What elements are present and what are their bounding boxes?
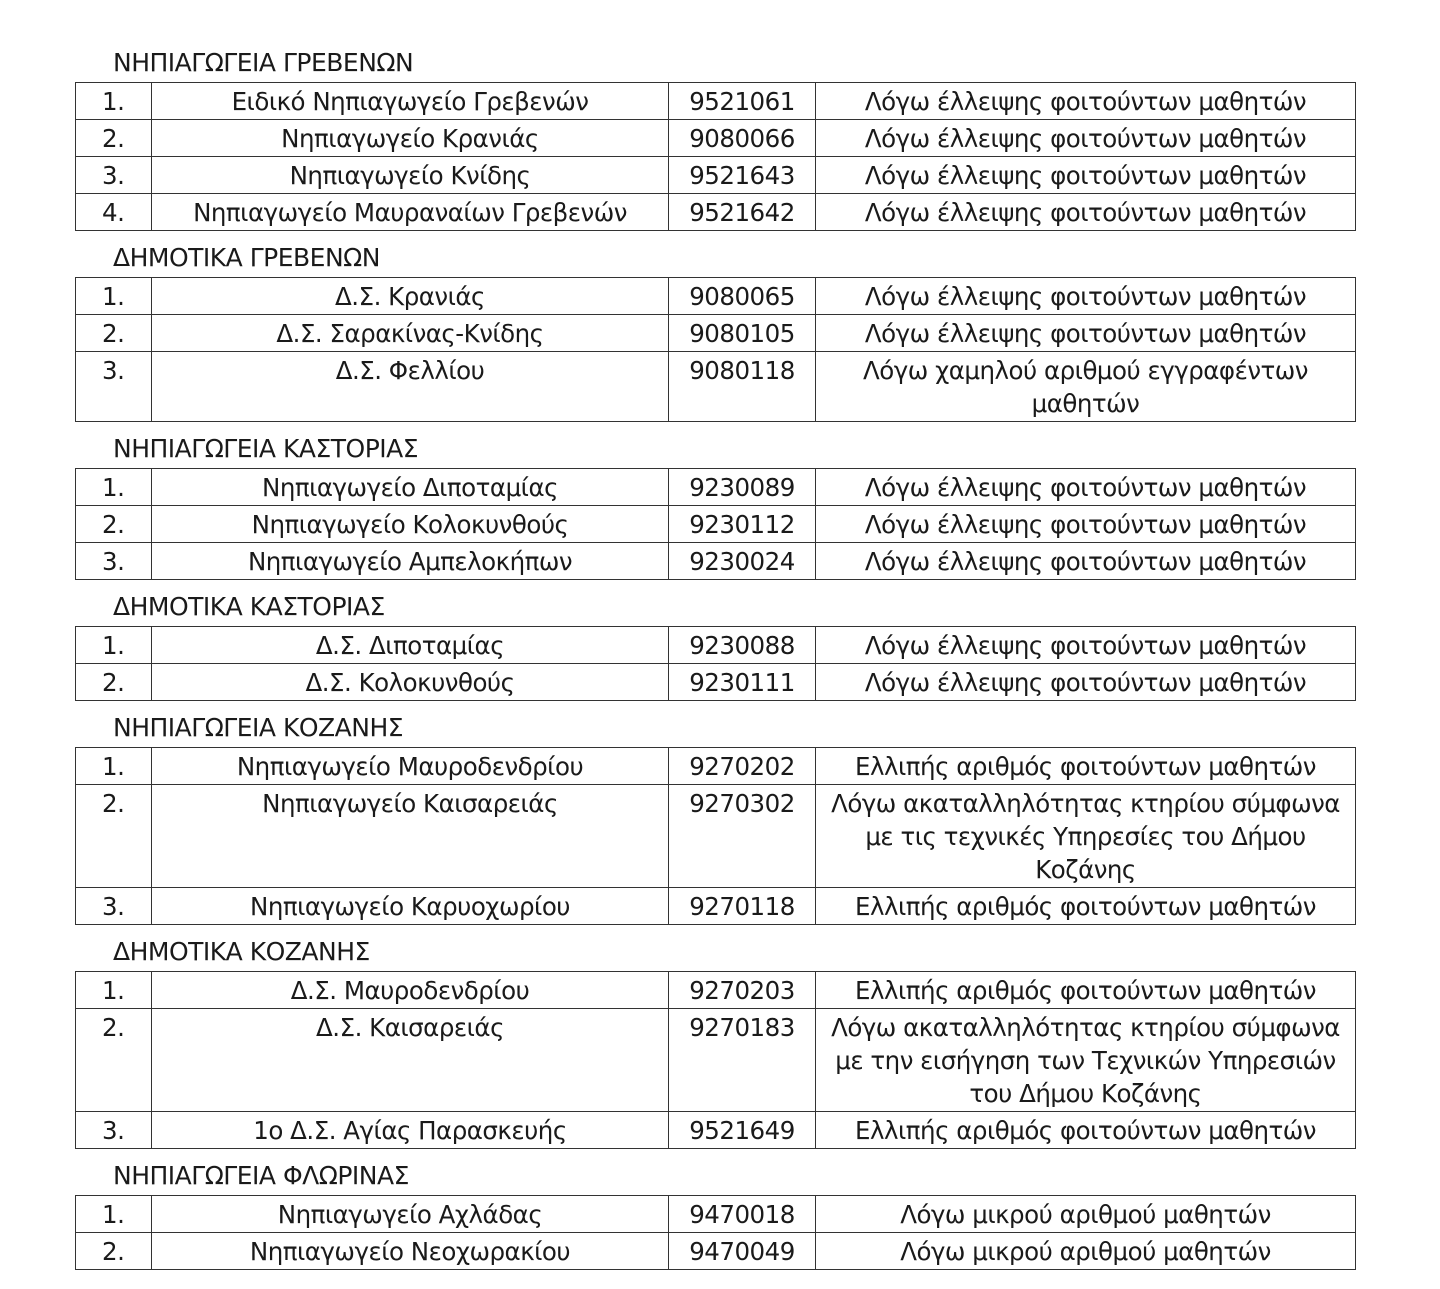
suspension-reason: Λόγω έλλειψης φοιτούντων μαθητών xyxy=(816,664,1356,701)
school-name: Δ.Σ. Σαρακίνας-Κνίδης xyxy=(152,315,669,352)
row-number: 1. xyxy=(76,83,152,120)
row-number: 1. xyxy=(76,469,152,506)
school-code: 9080065 xyxy=(669,278,816,315)
section-title: ΝΗΠΙΑΓΩΓΕΙΑ ΓΡΕΒΕΝΩΝ xyxy=(113,48,414,77)
suspension-reason: Λόγω έλλειψης φοιτούντων μαθητών xyxy=(816,315,1356,352)
section xyxy=(75,430,1355,580)
row-number: 2. xyxy=(76,506,152,543)
school-code: 9521642 xyxy=(669,194,816,231)
suspension-reason: Λόγω έλλειψης φοιτούντων μαθητών xyxy=(816,543,1356,580)
row-number: 2. xyxy=(76,1009,152,1112)
section xyxy=(75,933,1355,1149)
school-name: Δ.Σ. Κρανιάς xyxy=(152,278,669,315)
school-name: Δ.Σ. Μαυροδενδρίου xyxy=(152,972,669,1009)
school-table xyxy=(75,277,1356,422)
school-code: 9270118 xyxy=(669,888,816,925)
table-row xyxy=(76,543,1356,580)
suspension-reason: Ελλιπής αριθμός φοιτούντων μαθητών xyxy=(816,888,1356,925)
section xyxy=(75,1157,1355,1270)
table-row xyxy=(76,194,1356,231)
suspension-reason: Λόγω έλλειψης φοιτούντων μαθητών xyxy=(816,627,1356,664)
row-number: 2. xyxy=(76,315,152,352)
row-number: 3. xyxy=(76,1112,152,1149)
section-title: ΔΗΜΟΤΙΚΑ ΚΟΖΑΝΗΣ xyxy=(113,937,370,966)
table-row xyxy=(76,120,1356,157)
row-number: 1. xyxy=(76,748,152,785)
school-table xyxy=(75,1195,1356,1270)
suspension-reason: Λόγω έλλειψης φοιτούντων μαθητών xyxy=(816,469,1356,506)
table-row xyxy=(76,506,1356,543)
suspension-reason: Λόγω ακαταλληλότητας κτηρίου σύμφωνα με τις τεχνικές Υπηρεσίες του Δήμου Κοζάνης xyxy=(816,785,1356,888)
school-name: Νηπιαγωγείο Καρυοχωρίου xyxy=(152,888,669,925)
table-row xyxy=(76,888,1356,925)
school-code: 9080066 xyxy=(669,120,816,157)
table-row xyxy=(76,1112,1356,1149)
school-code: 9521649 xyxy=(669,1112,816,1149)
table-row xyxy=(76,1233,1356,1270)
section xyxy=(75,588,1355,701)
suspension-reason: Λόγω έλλειψης φοιτούντων μαθητών xyxy=(816,120,1356,157)
suspension-reason: Λόγω έλλειψης φοιτούντων μαθητών xyxy=(816,194,1356,231)
suspension-reason: Ελλιπής αριθμός φοιτούντων μαθητών xyxy=(816,972,1356,1009)
section xyxy=(75,44,1355,231)
school-name: Νηπιαγωγείο Κολοκυνθούς xyxy=(152,506,669,543)
row-number: 3. xyxy=(76,888,152,925)
school-name: Νηπιαγωγείο Αχλάδας xyxy=(152,1196,669,1233)
suspension-reason: Λόγω έλλειψης φοιτούντων μαθητών xyxy=(816,83,1356,120)
school-table xyxy=(75,82,1356,231)
school-name: Δ.Σ. Καισαρειάς xyxy=(152,1009,669,1112)
school-name: Νηπιαγωγείο Αμπελοκήπων xyxy=(152,543,669,580)
school-name: Νηπιαγωγείο Νεοχωρακίου xyxy=(152,1233,669,1270)
school-name: Νηπιαγωγείο Μαυραναίων Γρεβενών xyxy=(152,194,669,231)
table-row xyxy=(76,664,1356,701)
school-name: Νηπιαγωγείο Κρανιάς xyxy=(152,120,669,157)
school-code: 9470049 xyxy=(669,1233,816,1270)
section-title: ΔΗΜΟΤΙΚΑ ΓΡΕΒΕΝΩΝ xyxy=(113,243,380,272)
school-code: 9230112 xyxy=(669,506,816,543)
suspension-reason: Ελλιπής αριθμός φοιτούντων μαθητών xyxy=(816,1112,1356,1149)
school-code: 9270203 xyxy=(669,972,816,1009)
row-number: 1. xyxy=(76,627,152,664)
table-row xyxy=(76,748,1356,785)
table-row xyxy=(76,972,1356,1009)
school-code: 9270183 xyxy=(669,1009,816,1112)
table-row xyxy=(76,469,1356,506)
school-name: Νηπιαγωγείο Μαυροδενδρίου xyxy=(152,748,669,785)
school-code: 9521643 xyxy=(669,157,816,194)
school-code: 9270302 xyxy=(669,785,816,888)
school-table xyxy=(75,971,1356,1149)
suspension-reason: Λόγω χαμηλού αριθμού εγγραφέντων μαθητών xyxy=(816,352,1356,422)
row-number: 1. xyxy=(76,278,152,315)
section-title: ΝΗΠΙΑΓΩΓΕΙΑ ΚΟΖΑΝΗΣ xyxy=(113,713,404,742)
school-name: Δ.Σ. Διποταμίας xyxy=(152,627,669,664)
row-number: 2. xyxy=(76,664,152,701)
table-row xyxy=(76,352,1356,422)
school-code: 9230111 xyxy=(669,664,816,701)
table-row xyxy=(76,785,1356,888)
table-row xyxy=(76,627,1356,664)
suspension-reason: Λόγω έλλειψης φοιτούντων μαθητών xyxy=(816,506,1356,543)
table-row xyxy=(76,1009,1356,1112)
school-code: 9080118 xyxy=(669,352,816,422)
section-title: ΝΗΠΙΑΓΩΓΕΙΑ ΚΑΣΤΟΡΙΑΣ xyxy=(113,434,419,463)
document-page xyxy=(75,44,1355,1278)
table-row xyxy=(76,1196,1356,1233)
row-number: 4. xyxy=(76,194,152,231)
school-name: Δ.Σ. Φελλίου xyxy=(152,352,669,422)
school-name: Δ.Σ. Κολοκυνθούς xyxy=(152,664,669,701)
school-code: 9080105 xyxy=(669,315,816,352)
table-row xyxy=(76,83,1356,120)
section xyxy=(75,239,1355,422)
row-number: 3. xyxy=(76,352,152,422)
row-number: 1. xyxy=(76,1196,152,1233)
school-table xyxy=(75,468,1356,580)
table-row xyxy=(76,315,1356,352)
school-code: 9470018 xyxy=(669,1196,816,1233)
section-title: ΔΗΜΟΤΙΚΑ ΚΑΣΤΟΡΙΑΣ xyxy=(113,592,385,621)
suspension-reason: Λόγω μικρού αριθμού μαθητών xyxy=(816,1233,1356,1270)
suspension-reason: Λόγω έλλειψης φοιτούντων μαθητών xyxy=(816,157,1356,194)
school-code: 9230088 xyxy=(669,627,816,664)
school-name: Νηπιαγωγείο Διποταμίας xyxy=(152,469,669,506)
row-number: 1. xyxy=(76,972,152,1009)
suspension-reason: Ελλιπής αριθμός φοιτούντων μαθητών xyxy=(816,748,1356,785)
suspension-reason: Λόγω ακαταλληλότητας κτηρίου σύμφωνα με την εισήγηση των Τεχνικών Υπηρεσιών του Δήμου Κοζάνης xyxy=(816,1009,1356,1112)
school-table xyxy=(75,626,1356,701)
school-name: Ειδικό Νηπιαγωγείο Γρεβενών xyxy=(152,83,669,120)
row-number: 2. xyxy=(76,1233,152,1270)
school-code: 9270202 xyxy=(669,748,816,785)
row-number: 2. xyxy=(76,785,152,888)
school-code: 9521061 xyxy=(669,83,816,120)
table-row xyxy=(76,278,1356,315)
school-code: 9230089 xyxy=(669,469,816,506)
school-name: Νηπιαγωγείο Κνίδης xyxy=(152,157,669,194)
section xyxy=(75,709,1355,925)
row-number: 3. xyxy=(76,157,152,194)
school-table xyxy=(75,747,1356,925)
school-name: 1ο Δ.Σ. Αγίας Παρασκευής xyxy=(152,1112,669,1149)
section-title: ΝΗΠΙΑΓΩΓΕΙΑ ΦΛΩΡΙΝΑΣ xyxy=(113,1161,409,1190)
school-code: 9230024 xyxy=(669,543,816,580)
row-number: 3. xyxy=(76,543,152,580)
table-row xyxy=(76,157,1356,194)
school-name: Νηπιαγωγείο Καισαρειάς xyxy=(152,785,669,888)
suspension-reason: Λόγω έλλειψης φοιτούντων μαθητών xyxy=(816,278,1356,315)
row-number: 2. xyxy=(76,120,152,157)
suspension-reason: Λόγω μικρού αριθμού μαθητών xyxy=(816,1196,1356,1233)
